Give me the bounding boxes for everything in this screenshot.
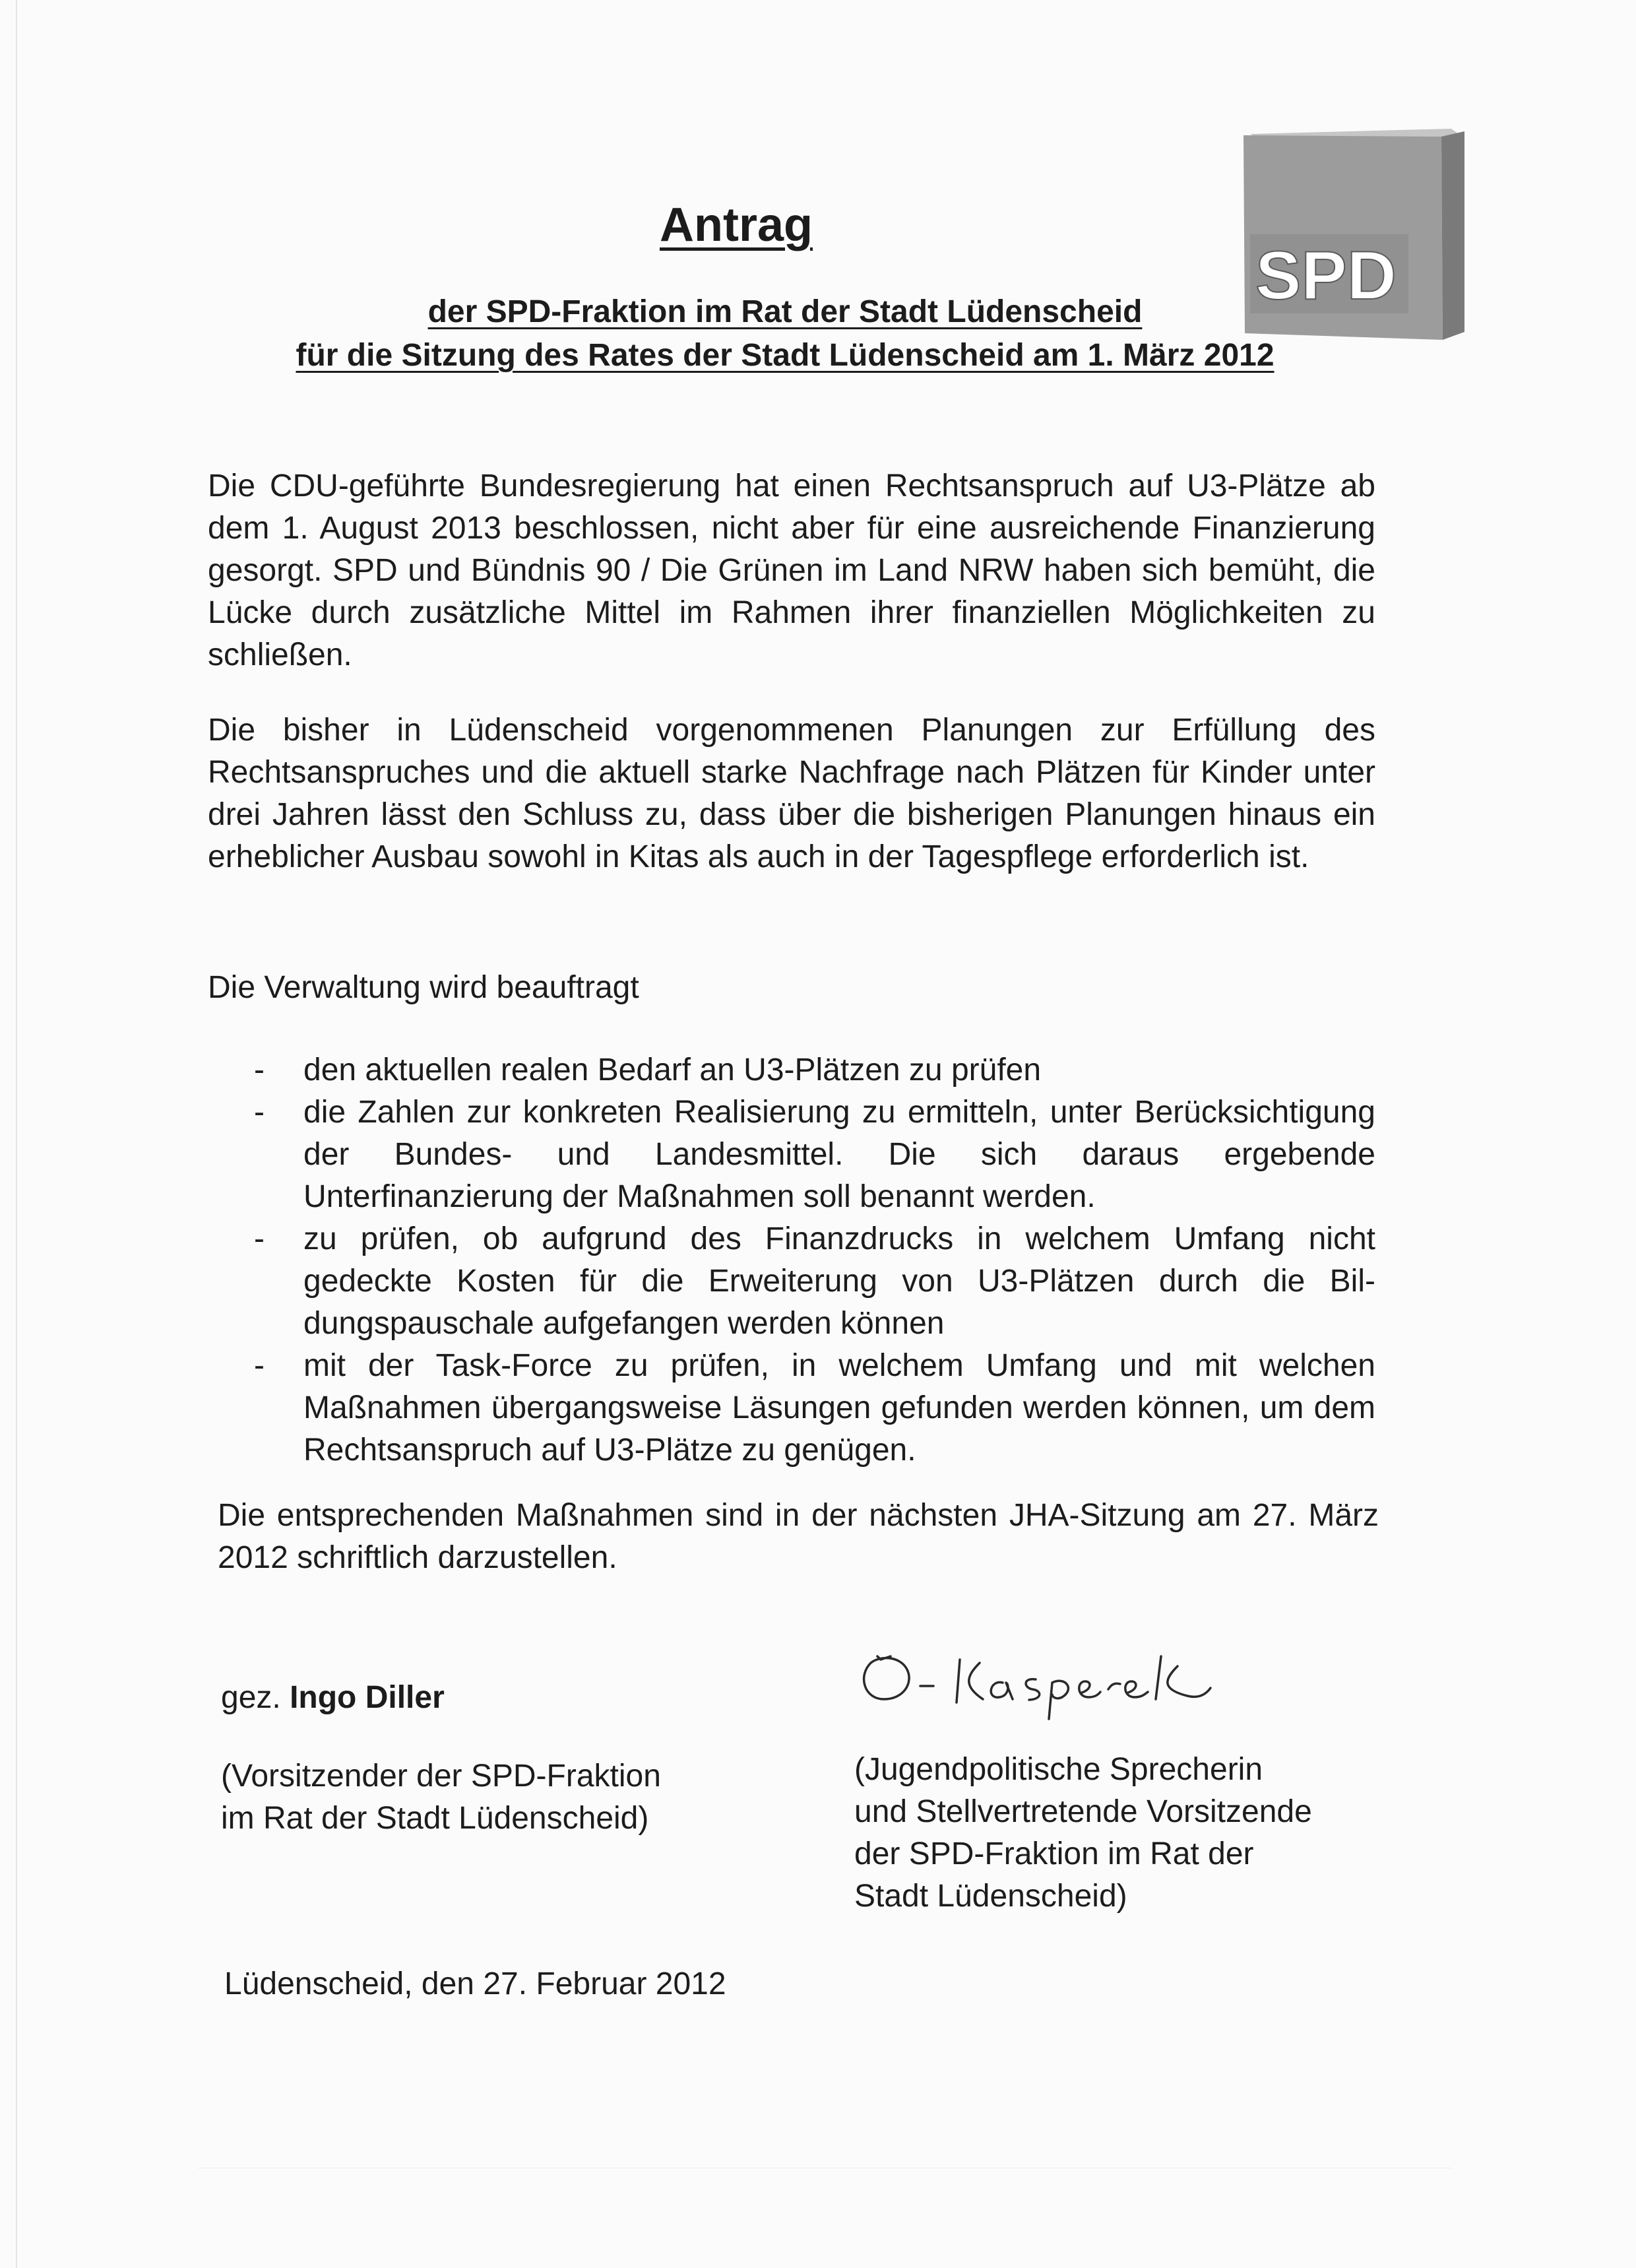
role-right-line-3: der SPD-Fraktion im Rat der xyxy=(854,1836,1254,1871)
signature-line xyxy=(221,1676,445,1720)
task-text: den aktuellen realen Bedarf an U3-Plätzen zu prüfen xyxy=(303,1053,1042,1087)
task-text: zu prüfen, ob aufgrund des Finanzdrucks in welchem Umfang nicht gedeckte Kosten für die Erweiterung von U3-Plätzen durch die Bildungspauschale aufgefangen werden können xyxy=(303,1221,1375,1341)
subtitle-line-1: der SPD-Fraktion im Rat der Stadt Lüdenscheid xyxy=(427,294,1143,329)
role-right-line-2: und Stellvertretende Vorsitzende xyxy=(854,1794,1312,1829)
paragraph-mandate: Die Verwaltung wird beauftragt xyxy=(208,970,639,1005)
task-item xyxy=(254,1345,1375,1472)
spd-logo-cube-side xyxy=(1441,131,1464,340)
place-and-date: Lüdenscheid, den 27. Februar 2012 xyxy=(224,1966,726,2001)
handwritten-signature xyxy=(851,1636,1260,1722)
role-right-line-1: (Jugendpolitische Sprecherin xyxy=(854,1752,1263,1787)
subtitle-line-2: für die Sitzung des Rates der Stadt Lüdenscheid am 1. März 2012 xyxy=(296,338,1274,373)
task-text: die Zahlen zur konkreten Realisierung zu ermitteln, unter Berücksichtigung der Bundes- und Landesmittel. Die sich daraus ergebende Unterfinanzierung der Maßnahmen soll benannt werden. xyxy=(303,1095,1375,1214)
task-item xyxy=(254,1049,1375,1091)
paragraph-deadline: Die entsprechenden Maßnahmen sind in der nächsten JHA-Sitzung am 27. März 2012 schriftlich darzustellen. xyxy=(218,1498,1379,1575)
paragraph-funding: Die CDU-geführte Bundesregierung hat einen Rechtsanspruch auf U3-Plätze ab dem 1. August 2013 beschlossen, nicht aber für eine ausreichende Finanzierung gesorgt. SPD und Bündnis 90 / Die Grünen im Land NRW haben sich bemüht, die Lücke durch zusätzliche Mittel im Rahmen ihrer finanziellen Möglichkeiten zu schließen. xyxy=(208,469,1375,672)
signatory-role-left xyxy=(221,1755,815,1840)
task-item xyxy=(254,1091,1375,1218)
task-text: mit der Task-Force zu prüfen, in welchem Umfang und mit welchen Maßnahmen übergangsweise Läsungen gefunden werden können, um dem Rechtsanspruch auf U3-Plätze zu genügen. xyxy=(303,1348,1375,1468)
spd-logo-text: SPD xyxy=(1255,238,1397,314)
task-item xyxy=(254,1218,1375,1345)
task-dash: - xyxy=(254,1348,265,1383)
task-list xyxy=(254,1049,1375,1472)
task-dash: - xyxy=(254,1053,265,1087)
signatory-role-right xyxy=(854,1749,1448,1918)
document-subtitle xyxy=(198,290,1372,377)
scan-edge-line xyxy=(16,0,17,2268)
task-dash: - xyxy=(254,1095,265,1130)
role-left-line-2: im Rat der Stadt Lüdenscheid) xyxy=(221,1801,649,1836)
document-title: Antrag xyxy=(660,199,813,251)
role-right-line-4: Stadt Lüdenscheid) xyxy=(854,1879,1127,1914)
role-left-line-1: (Vorsitzender der SPD-Fraktion xyxy=(221,1759,661,1794)
paragraph-planning: Die bisher in Lüdenscheid vorgenommenen Planungen zur Erfüllung des Rechtsanspruches und die aktuell starke Nachfrage nach Plätzen für Kinder unter drei Jahren lässt den Schluss zu, dass über die bisherigen Planungen hinaus ein erheblicher Ausbau sowohl in Kitas als auch in der Tagespflege erforderlich ist. xyxy=(208,713,1375,874)
signature-prefix: gez. xyxy=(221,1680,281,1715)
task-dash: - xyxy=(254,1221,265,1256)
signature-name: Ingo Diller xyxy=(290,1680,445,1715)
